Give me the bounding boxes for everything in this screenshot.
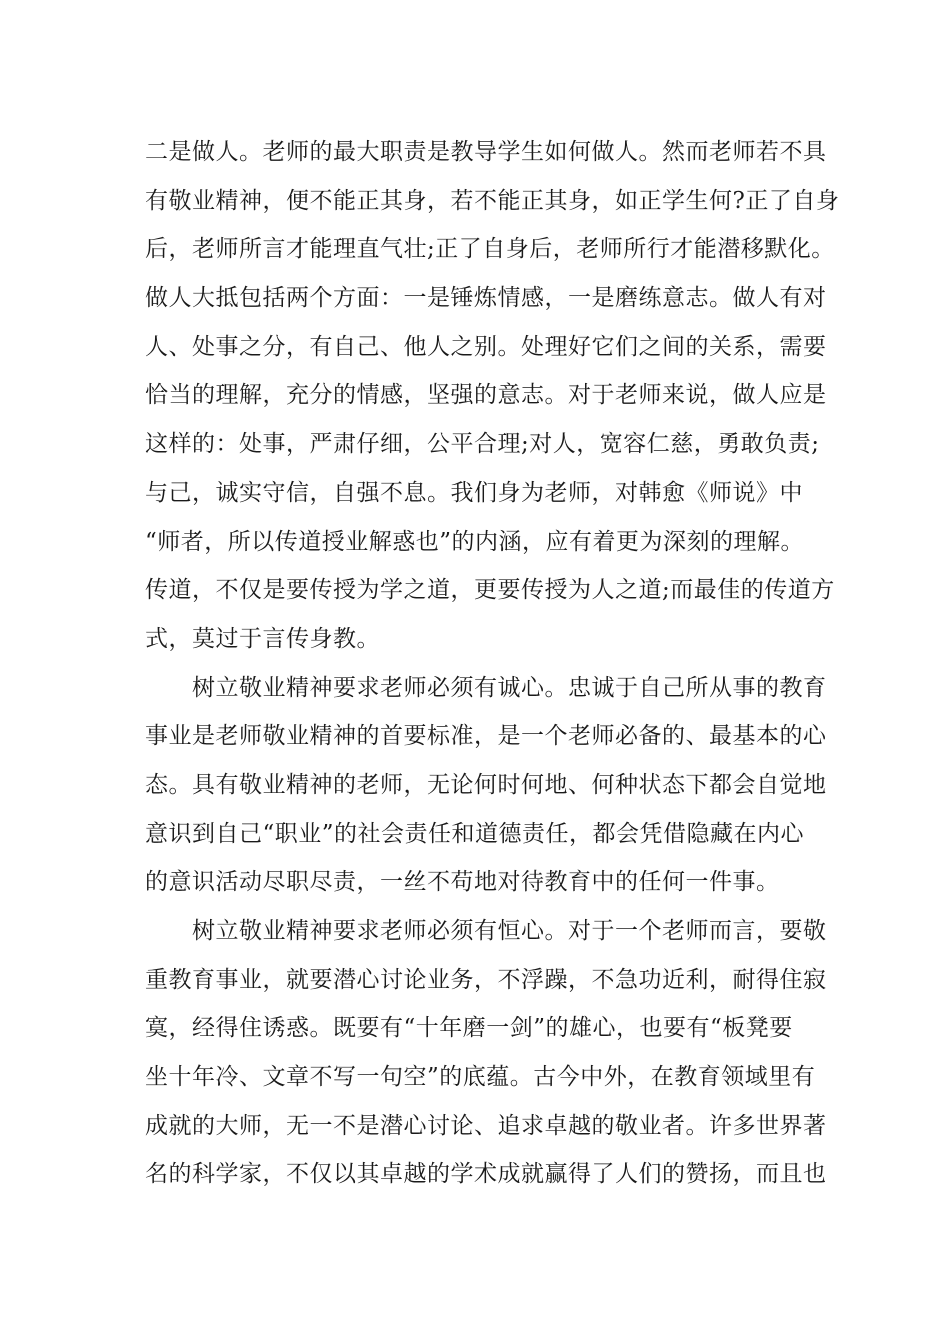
text-line: 这样的：处事，严肃仔细，公平合理;对人，宽容仁慈，勇敢负责; — [145, 431, 820, 458]
text-line: 人、处事之分，有自己、他人之别。处理好它们之间的关系，需要 — [145, 333, 827, 360]
body-text — [145, 128, 840, 1199]
text-line: 树立敬业精神要求老师必须有诚心。忠诚于自己所从事的教育 — [145, 674, 827, 701]
text-line: 成就的大师，无一不是潜心讨论、追求卓越的敬业者。许多世界著 — [145, 1112, 827, 1139]
paragraph-sincerity — [145, 664, 827, 907]
text-line: 做人大抵包括两个方面：一是锤炼情感，一是磨练意志。做人有对 — [145, 285, 827, 312]
text-line: 态。具有敬业精神的老师，无论何时何地、何种状态下都会自觉地 — [145, 771, 827, 798]
text-line: 与己，诚实守信，自强不息。我们身为老师，对韩愈《师说》中 — [145, 479, 803, 506]
text-line: 后，老师所言才能理直气壮;正了自身后，老师所行才能潜移默化。 — [145, 236, 835, 263]
text-line: 恰当的理解，充分的情感，坚强的意志。对于老师来说，做人应是 — [145, 382, 827, 409]
text-line: 事业是老师敬业精神的首要标准，是一个老师必备的、最基本的心 — [145, 723, 827, 750]
text-line: 名的科学家，不仅以其卓越的学术成就赢得了人们的赞扬，而且也 — [145, 1161, 827, 1188]
text-line: 意识到自己“职业”的社会责任和道德责任，都会凭借隐藏在内心 — [145, 820, 805, 847]
text-line: 传道，不仅是要传授为学之道，更要传授为人之道;而最佳的传道方 — [145, 577, 835, 604]
text-line: 树立敬业精神要求老师必须有恒心。对于一个老师而言，要敬 — [145, 918, 827, 944]
text-line: 有敬业精神，便不能正其身，若不能正其身，如正学生何?正了自身 — [145, 187, 840, 214]
paragraph-conduct — [145, 128, 840, 664]
text-line: 寞，经得住诱惑。既要有“十年磨一剑”的雄心，也要有“板凳要 — [145, 1015, 793, 1042]
text-line: “师者，所以传道授业解惑也”的内涵，应有着更为深刻的理解。 — [145, 528, 805, 555]
text-line: 坐十年冷、文章不写一句空”的底蕴。古今中外，在教育领域里有 — [145, 1064, 816, 1091]
text-line: 式，莫过于言传身教。 — [145, 625, 380, 652]
text-line: 重教育事业，就要潜心讨论业务，不浮躁，不急功近利，耐得住寂 — [145, 966, 827, 993]
text-line: 二是做人。老师的最大职责是教导学生如何做人。然而老师若不具 — [145, 139, 827, 165]
paragraph-perseverance — [145, 907, 827, 1199]
text-line: 的意识活动尽职尽责，一丝不苟地对待教育中的任何一件事。 — [145, 869, 780, 896]
